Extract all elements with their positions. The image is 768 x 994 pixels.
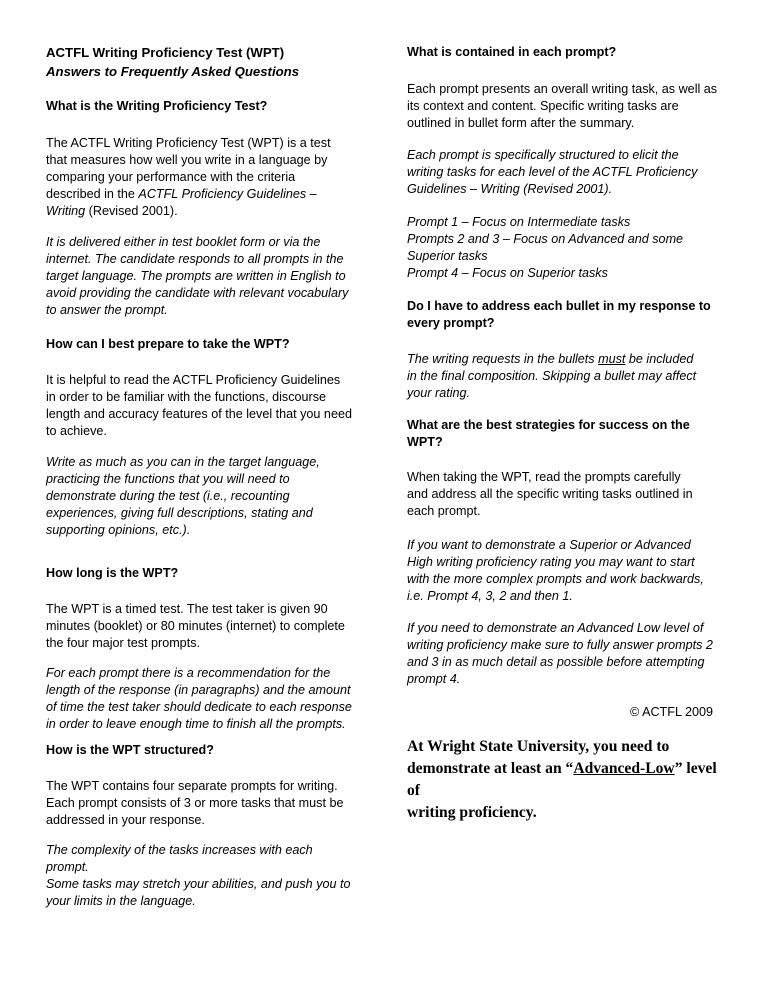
question-heading: How can I best prepare to take the WPT? [46, 337, 290, 351]
doc-subtitle: Answers to Frequently Asked Questions [46, 64, 300, 79]
answer-paragraph: For each prompt there is a recommendation for the length of the response (in paragraphs) and the amount of time the test taker should dedicate to each response in order to leave enough time to finish all the prompts. [46, 666, 352, 731]
question-heading: What is contained in each prompt? [407, 45, 617, 59]
wsu-requirement: At Wright State University, you need to demonstrate at least an “Advanced-Low” level of writing proficiency. [407, 738, 717, 821]
answer-paragraph: If you need to demonstrate an Advanced Low level of writing proficiency make sure to fully answer prompts 2 and 3 in as much detail as possible before attempting prompt 4. [407, 621, 713, 686]
answer-paragraph: The complexity of the tasks increases with each prompt. Some tasks may stretch your abilities, and push you to your limits in the language. [46, 843, 351, 908]
required-level: Advanced-Low [573, 760, 675, 777]
guidelines-title: ACTFL Proficiency Guidelines – Writing [46, 187, 317, 218]
answer-paragraph: The WPT is a timed test. The test taker is given 90 minutes (booklet) or 80 minutes (internet) to complete the four major test prompts. [46, 602, 345, 650]
answer-paragraph: Write as much as you can in the target language, practicing the functions that you will need to demonstrate during the test (i.e., recounting experiences, giving full descriptions, stating and supporting opinions, etc.). [46, 455, 320, 537]
answer-paragraph: The ACTFL Writing Proficiency Test (WPT) is a test that measures how well you write in a language by comparing your performance with the criteria described in the ACTFL Proficiency Guidelines – Writing (Revised 2001). [46, 136, 331, 218]
question-heading: Do I have to address each bullet in my response to every prompt? [407, 299, 711, 330]
answer-paragraph: It is helpful to read the ACTFL Proficiency Guidelines in order to be familiar with the functions, discourse length and accuracy features of the level that you need to achieve. [46, 373, 352, 438]
must-emphasis: must [598, 352, 626, 366]
question-heading: What is the Writing Proficiency Test? [46, 99, 268, 113]
answer-paragraph: It is delivered either in test booklet form or via the internet. The candidate responds to all prompts in the target language. The prompts are written in English to avoid providing the candidate with relevant vocabulary to answer the prompt. [46, 235, 349, 317]
answer-paragraph: When taking the WPT, read the prompts carefully and address all the specific writing tasks outlined in each prompt. [407, 470, 693, 518]
answer-paragraph: The WPT contains four separate prompts for writing. Each prompt consists of 3 or more tasks that must be addressed in your response. [46, 779, 344, 827]
question-heading: What are the best strategies for success on the WPT? [407, 418, 690, 449]
answer-paragraph: If you want to demonstrate a Superior or Advanced High writing proficiency rating you may want to start with the more complex prompts and work backwards, i.e. Prompt 4, 3, 2 and then 1. [407, 538, 704, 603]
question-heading: How long is the WPT? [46, 566, 179, 580]
question-heading: How is the WPT structured? [46, 743, 214, 757]
answer-paragraph: The writing requests in the bullets must be included in the final composition. Skipping a bullet may affect your rating. [407, 352, 697, 400]
copyright: © ACTFL 2009 [629, 705, 713, 719]
prompt-list: Prompt 1 – Focus on Intermediate tasks Prompts 2 and 3 – Focus on Advanced and some Superior tasks Prompt 4 – Focus on Superior tasks [407, 215, 684, 280]
answer-paragraph: Each prompt presents an overall writing task, as well as its context and content. Specific writing tasks are outlined in bullet form after the summary. [407, 82, 718, 130]
answer-paragraph: Each prompt is specifically structured to elicit the writing tasks for each level of the ACTFL Proficiency Guidelines – Writing (Revised 2001). [407, 148, 698, 196]
doc-title: ACTFL Writing Proficiency Test (WPT) [46, 45, 285, 60]
